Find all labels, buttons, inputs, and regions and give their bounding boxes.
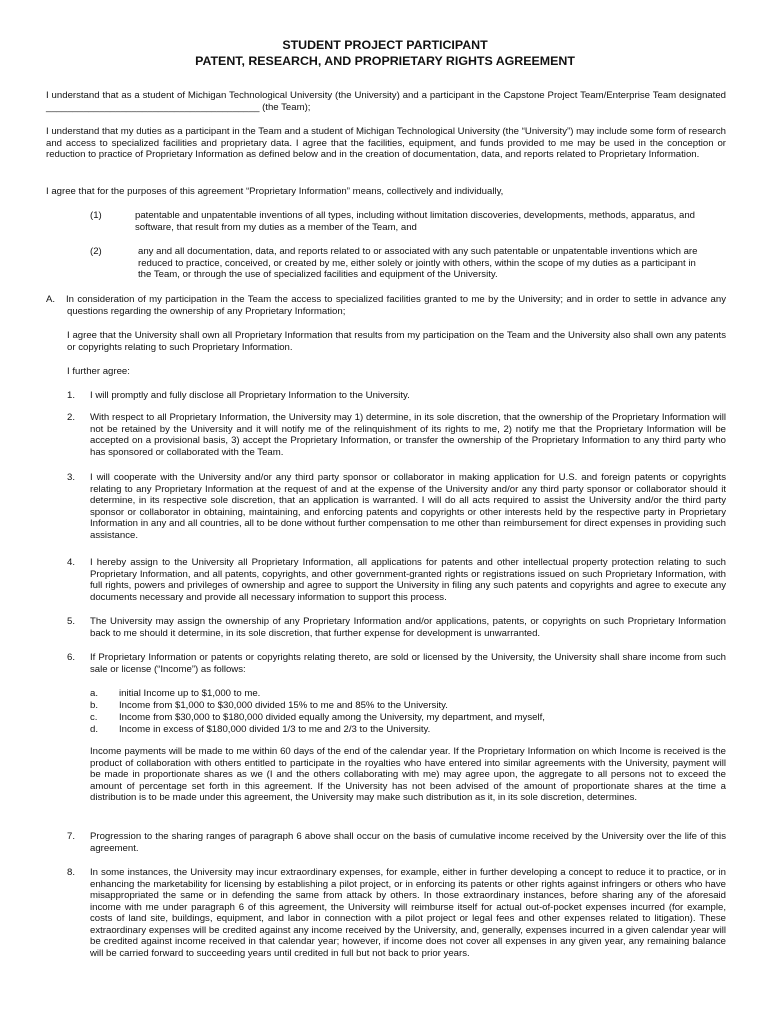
income-tier-letter: a. [90, 688, 99, 699]
income-payments-paragraph: Income payments will be made to me within 60 days of the end of the calendar year. If the Proprietary Information on which Income is received is the product of collaboration with others entitled to participate in the royalties who have entered into similar agreements with the University, payment will be made in proportionate shares as we (I and the others collaborating with me) may agree upon, the aggregate to all persons not to exceed the amount of percentage set forth in this agreement. If the University has not been advised of the amount of proportionate shares at the time a distribution is to be made under this agreement, the University may make such distribution as it, in its sole discretion, determines. [90, 746, 726, 803]
document-title-line-1: STUDENT PROJECT PARTICIPANT [282, 38, 488, 52]
income-tier-text: initial Income up to $1,000 to me. [119, 688, 261, 699]
intro-paragraph-definition: I agree that for the purposes of this agreement “Proprietary Information” means, collectively and individually, [46, 186, 504, 197]
item-number: 8. [67, 867, 76, 878]
item-number: 4. [67, 557, 76, 568]
item-number: 5. [67, 616, 76, 627]
section-a-ownership: I agree that the University shall own all Proprietary Information that results from my participation on the Team and the University also shall own any patents or copyrights relating to such Proprietary Information. [67, 330, 726, 353]
definition-number: (1) [90, 210, 102, 221]
income-tier-letter: b. [90, 700, 99, 711]
item-text: Progression to the sharing ranges of paragraph 6 above shall occur on the basis of cumulative income received by the University over the life of this agreement. [90, 831, 726, 854]
item-text: If Proprietary Information or patents or copyrights relating thereto, are sold or licensed by the University, the University shall share income from such sale or license (“Income”) as follows: [90, 652, 726, 675]
intro-paragraph-team: I understand that as a student of Michigan Technological University (the University) and a participant in the Capstone Project Team/Enterprise Team designated ________________________________________ (the Team); [46, 90, 726, 113]
income-tier-text: Income from $30,000 to $180,000 divided equally among the University, my department, and myself, [119, 712, 545, 723]
item-text: In some instances, the University may incur extraordinary expenses, for example, either in further developing a concept to reduce it to practice, or in enhancing the marketability for licensing by establishing a pilot project, or in enforcing its patents or other rights against infringers or others who have misappropriated the same or in defending the same from attack by others. In those extraordinary instances, before sharing any of the aforesaid income with me under paragraph 6 of this agreement, the University will reimburse itself for actual out-of-pocket expenses incurred (for example, costs of land site, buildings, equipment, and labor in connection with a pilot project or legal fees and other expenses related to litigation). These extraordinary expenses will be credited against any income received by the University, and, generally, expenses incurred in a given calendar year will be credited against income received in that calendar year; however, if income does not cover all expenses in any given year, any remaining balance will be carried forward to succeeding years until credited in full but not back to prior years. [90, 867, 726, 959]
item-number: 7. [67, 831, 76, 842]
section-a-intro: In consideration of my participation in the Team the access to specialized facilities granted to me by the University; and in order to settle in advance any questions regarding the ownership of any Proprietary Information; [66, 294, 726, 317]
intro-paragraph-duties: I understand that my duties as a participant in the Team and a student of Michigan Technological University (the “University”) may include some form of research and access to specialized facilities and proprietary data. I agree that the facilities, equipment, and funds provided to me may be used in the conception or reduction to practice of Proprietary Information as defined below and in the creation of documentation, data, and reports related to Proprietary Information. [46, 126, 726, 160]
item-number: 6. [67, 652, 76, 663]
item-text: I will cooperate with the University and/or any third party sponsor or collaborator in making application for U.S. and foreign patents or copyrights relating to any Proprietary Information at the request of and at the expense of the University and/or any third party sponsor or collaborator should it determine, in its respective sole discretion, that an application is warranted. I will do all acts required to assist the University and/or the third party sponsor or collaborator in obtaining, maintaining, and enforcing patents and copyrights or other interests held by the respective party in Proprietary Information in any and all countries, all to be done without further compensation to me other than reimbursement for direct expenses in providing such assistance. [90, 472, 726, 541]
income-tier-text: Income in excess of $180,000 divided 1/3 to me and 2/3 to the University. [119, 724, 431, 735]
item-text: I will promptly and fully disclose all Proprietary Information to the University. [90, 390, 410, 401]
income-tier-text: Income from $1,000 to $30,000 divided 15% to me and 85% to the University. [119, 700, 448, 711]
section-a-label: A. [46, 294, 56, 305]
item-number: 2. [67, 412, 76, 423]
income-tier-letter: d. [90, 724, 99, 735]
item-text: I hereby assign to the University all Proprietary Information, all applications for patents and other intellectual property protection relating to such Proprietary Information, and all patents, copyrights, and other government-granted rights or registrations issued on such Proprietary Information, with full rights, powers and privileges of ownership and agree to support the University in filing any such patents and copyrights and agree to execute any documents necessary and provide all necessary information to support this process. [90, 557, 726, 603]
income-tier-letter: c. [90, 712, 98, 723]
item-text: With respect to all Proprietary Information, the University may 1) determine, in its sole discretion, that the ownership of the Proprietary Information will not be retained by the University and it will notify me of the relinquishment of its rights to me, 2) notify me that the Proprietary Information will be accepted on a provisional basis, 3) accept the Proprietary Information, or transfer the ownership of the Proprietary Information to any third party who has sponsored or collaborated with the Team. [90, 412, 726, 458]
item-number: 3. [67, 472, 76, 483]
document-title-line-2: PATENT, RESEARCH, AND PROPRIETARY RIGHTS AGREEMENT [195, 54, 575, 68]
item-number: 1. [67, 390, 76, 401]
section-a-further-agree: I further agree: [67, 366, 130, 377]
definition-number: (2) [90, 246, 102, 257]
item-text: The University may assign the ownership of any Proprietary Information and/or applications, patents, or copyrights on such Proprietary Information back to me should it determine, in its sole discretion, that further expense for development is unwarranted. [90, 616, 726, 639]
definition-text: any and all documentation, data, and reports related to or associated with any such patentable or unpatentable inventions which are reduced to practice, conceived, or created by me, either solely or jointly with others, within the scope of my duties as a participant in the Team, or through the use of specialized facilities and equipment of the University. [138, 246, 698, 280]
definition-text: patentable and unpatentable inventions of all types, including without limitation discoveries, developments, methods, apparatus, and software, that result from my duties as a member of the Team, and [135, 210, 695, 233]
